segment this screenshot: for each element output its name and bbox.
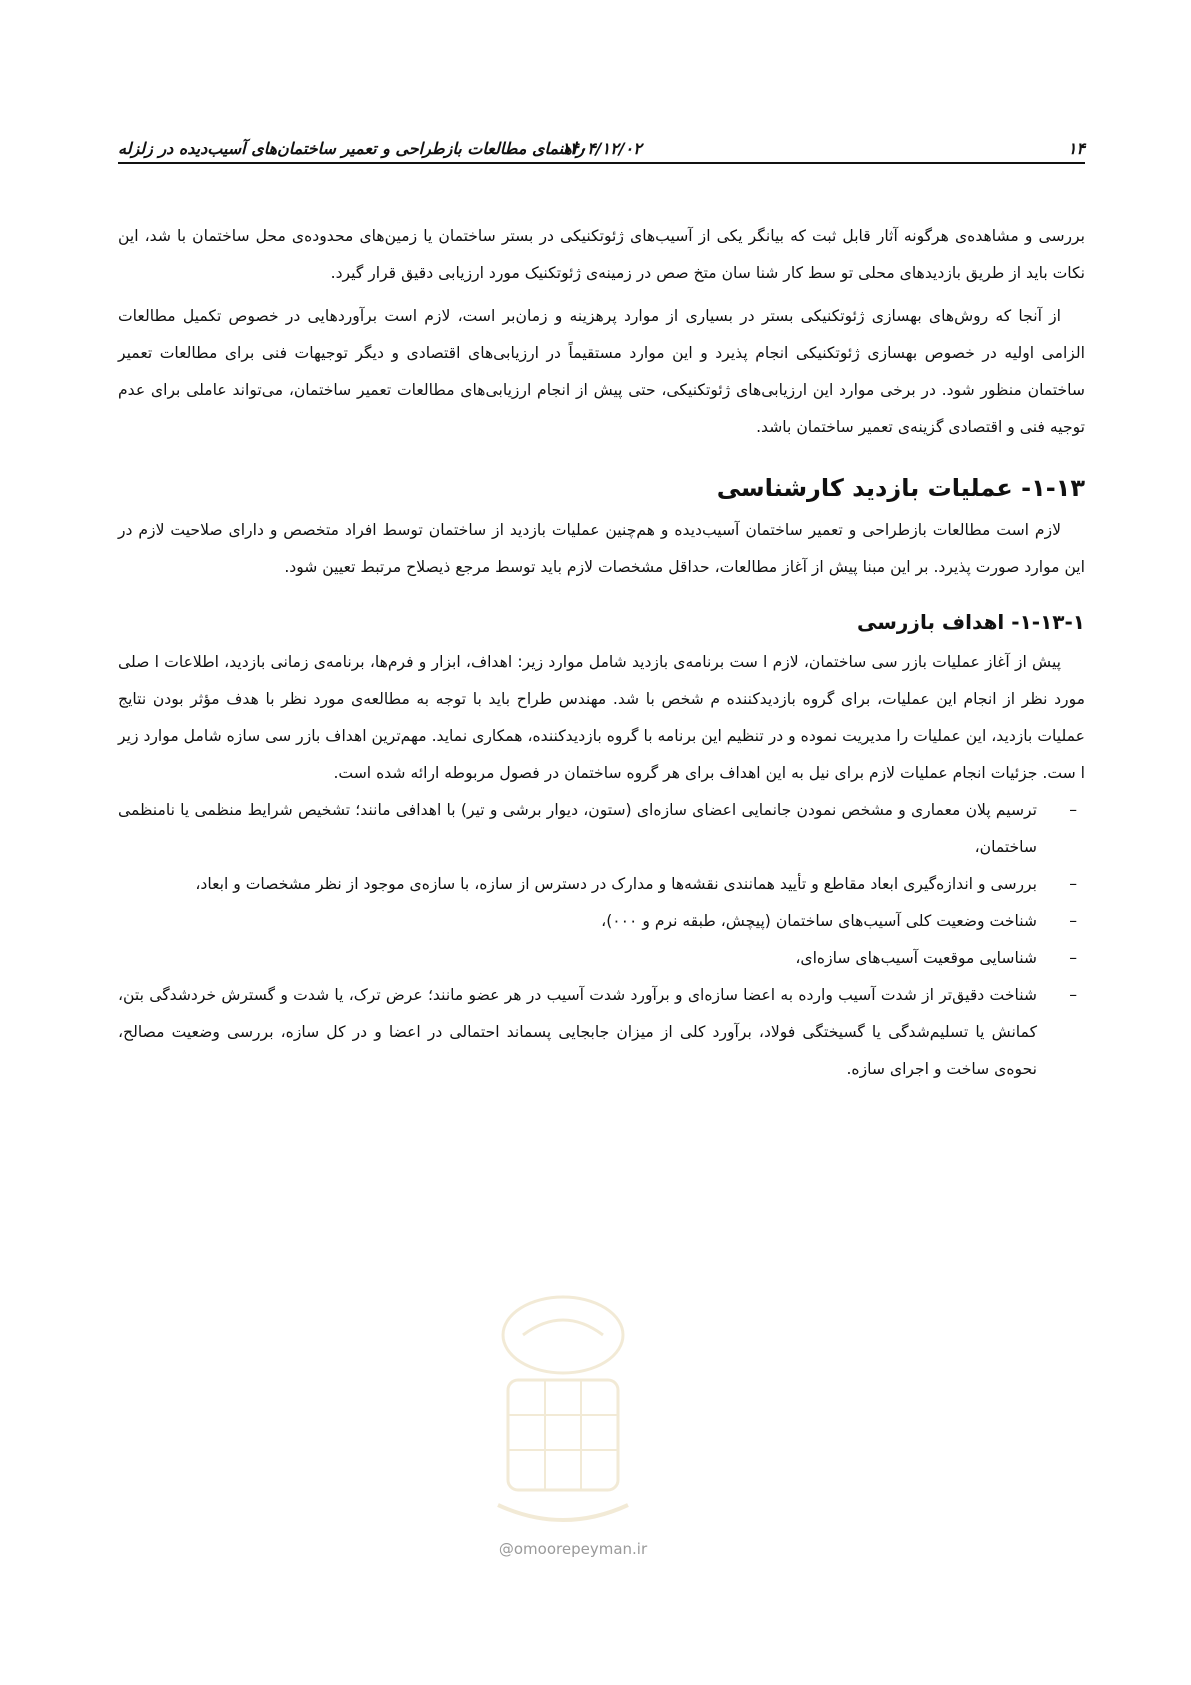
paragraph-inspection-goals: پیش از آغاز عملیات بازر سی ساختمان، لازم ا ست برنامه‌ی بازدید شامل موارد زیر: اهداف، ابزار و فرم‌ها، برنامه‌ی زمانی بازدید، اطلاعات ا صلی مورد نظر از انجام این عملیات، برای گروه بازدیدکننده م شخص با شد. مهندس طراح باید با توجه به مطالعه‌ی مورد نظر با هدف مؤثر بودن نتایج عملیات بازدید، این عملیات را مدیریت نموده و در تنظیم این برنامه با گروه بازدیدکننده، همکاری نماید. مهم‌ترین اهداف بازر سی سازه شامل موارد زیر ا ست. جزئیات انجام عملیات لازم برای نیل به این اهداف برای هر گروه ساختمان در فصول مربوطه ارائه شده است. [118,653,1085,782]
subsection-heading-inspection-goals: ۱-۱۳-۱- اهداف بازرسی [857,610,1085,634]
header-date: ۱۴۰۴/۱۲/۰۲ [561,139,642,158]
paragraph-geotechnical-improvement: از آنجا که روش‌های بهسازی ژئوتکنیکی بستر در بسیاری از موارد پرهزینه و زمان‌بر است، لازم است برآوردهایی در خصوص تکمیل مطالعات الزامی اولیه در خصوص بهسازی ژئوتکنیکی انجام پذیرد و این موارد مستقیماً در ارزیابی‌های اقتصادی و دیگر توجیهات فنی برای مطالعات تعمیر ساختمان منظور شود. در برخی موارد این ارزیابی‌های ژئوتکنیکی، حتی پیش از انجام ارزیابی‌های مطالعات تعمیر ساختمان، می‌تواند عاملی برای عدم توجیه فنی و اقتصادی گزینه‌ی تعمیر ساختمان باشد. [118,307,1085,436]
page-header [118,132,1085,164]
list-item: – شناخت دقیق‌تر از شدت آسیب وارده به اعضا سازه‌ای و برآورد شدت آسیب در هر عضو مانند؛ عرض ترک، یا شدت و گسترش خردشدگی بتن، کمانش یا تسلیم‌شدگی یا گسیختگی فولاد، برآورد کلی از میزان جابجایی پسماند احتمالی در اعضا و در کل سازه، بررسی وضعیت مصالح، نحوه‌ی ساخت و اجرای سازه. [118,977,1085,1088]
page-content [118,218,1085,1088]
list-item: – شناخت وضعیت کلی آسیب‌های ساختمان (پیچش، طبقه نرم و ۰۰۰)، [118,903,1085,940]
paragraph-geotechnical-observation: بررسی و مشاهده‌ی هرگونه آثار قابل ثبت که بیانگر یکی از آسیب‌های ژئوتکنیکی در بستر ساختمان یا زمین‌های محدوده‌ی محل ساختمان با شد، این نکات باید از طریق بازدیدهای محلی تو سط کار شنا سان متخ صص در زمینه‌ی ژئوتکنیک مورد ارزیابی دقیق قرار گیرد. [118,227,1085,282]
section-heading-expert-inspection: ۱-۱۳- عملیات بازدید کارشناسی [716,474,1085,502]
header-title: راهنمای مطالعات بازطراحی و تعمیر ساختمان‌های آسیب‌دیده در زلزله [118,139,585,158]
list-item: – بررسی و اندازه‌گیری ابعاد مقاطع و تأیید همانندی نقشه‌ها و مدارک در دسترس از سازه، با سازه‌ی موجود از نظر مشخصات و ابعاد، [118,866,1085,903]
watermark-logo [478,1290,648,1530]
list-item: – شناسایی موقعیت آسیب‌های سازه‌ای، [118,940,1085,977]
page-number: ۱۴ [1067,139,1085,158]
watermark-site: @omoorepeyman.ir [498,1540,648,1558]
paragraph-expert-inspection: لازم است مطالعات بازطراحی و تعمیر ساختمان آسیب‌دیده و هم‌چنین عملیات بازدید از ساختمان توسط افراد متخصص و دارای صلاحیت لازم در این موارد صورت پذیرد. بر این مبنا پیش از آغاز مطالعات، حداقل مشخصات لازم باید توسط مرجع ذیصلاح مرتبط تعیین شود. [118,521,1085,576]
list-item: – ترسیم پلان معماری و مشخص نمودن جانمایی اعضای سازه‌ای (ستون، دیوار برشی و تیر) با اهدافی مانند؛ تشخیص شرایط منظمی یا نامنظمی ساختمان، [118,792,1085,866]
inspection-goals-list [118,792,1085,1088]
